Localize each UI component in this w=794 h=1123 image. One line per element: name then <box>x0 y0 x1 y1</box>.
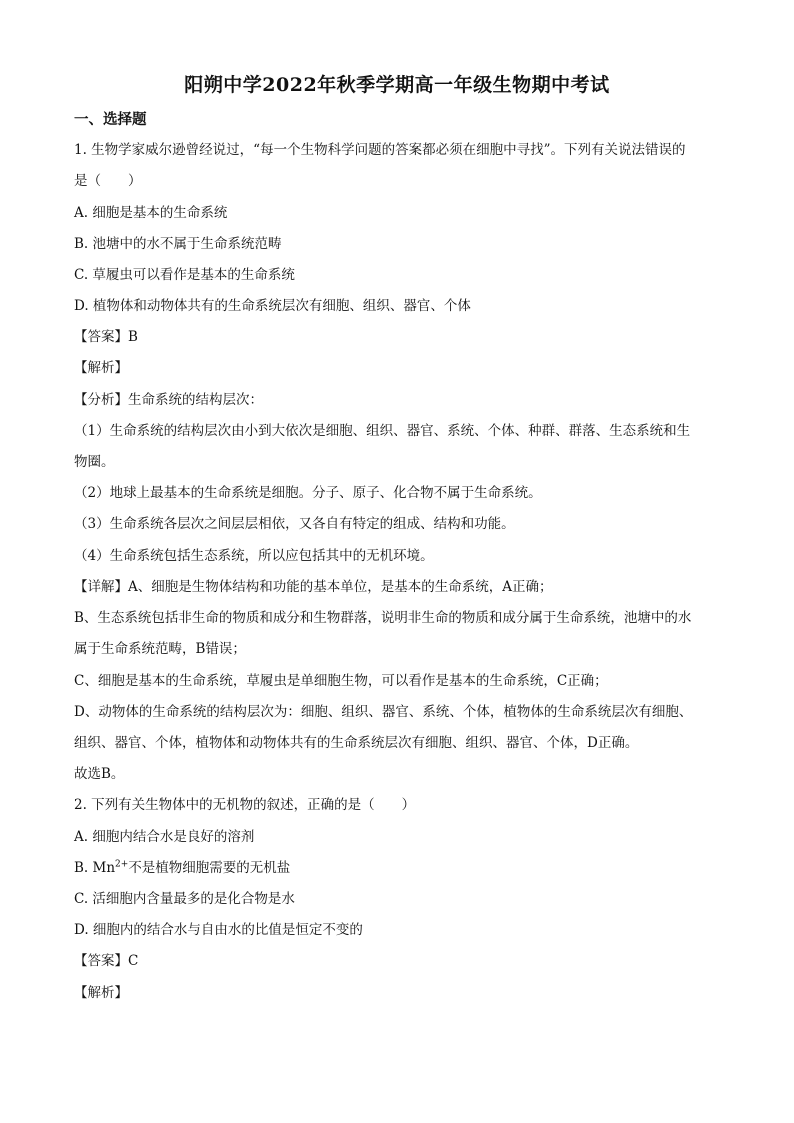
q1-option-b: B. 池塘中的水不属于生命系统范畴 <box>74 236 282 252</box>
q1-detail-b-line2: 属于生命系统范畴，B错误； <box>74 641 246 657</box>
q2-option-c: C. 活细胞内含量最多的是化合物是水 <box>74 891 295 907</box>
q1-conclusion: 故选B。 <box>74 766 125 782</box>
q1-answer: 【答案】B <box>74 329 138 345</box>
q2-option-b-prefix: B. Mn <box>74 860 116 876</box>
q1-detail-c: C、细胞是基本的生命系统，草履虫是单细胞生物，可以看作是基本的生命系统，C正确； <box>74 673 608 689</box>
q1-point1-line1: （1）生命系统的结构层次由小到大依次是细胞、组织、器官、系统、个体、种群、群落、生态系统和生 <box>74 423 691 439</box>
q1-point1-line2: 物圈。 <box>74 454 115 470</box>
q1-option-c: C. 草履虫可以看作是基本的生命系统 <box>74 267 295 283</box>
q1-point2: （2）地球上最基本的生命系统是细胞。分子、原子、化合物不属于生命系统。 <box>74 485 542 501</box>
q1-point3: （3）生命系统各层次之间层层相依，又各自有特定的组成、结构和功能。 <box>74 516 515 532</box>
q2-option-b-superscript: 2+ <box>115 859 129 870</box>
q1-detail-d-line2: 组织、器官、个体，植物体和动物体共有的生命系统层次有细胞、组织、器官、个体，D正确。 <box>74 735 639 751</box>
q1-analysis-intro: 【分析】生命系统的结构层次： <box>74 392 263 408</box>
q1-stem-line1: 1. 生物学家威尔逊曾经说过，“每一个生物科学问题的答案都必须在细胞中寻找”。下列有关说法错误的 <box>74 142 686 158</box>
q1-detail-d-line1: D、动物体的生命系统的结构层次为：细胞、组织、器官、系统、个体，植物体的生命系统层次有细胞、 <box>74 704 693 720</box>
q1-point4: （4）生命系统包括生态系统，所以应包括其中的无机环境。 <box>74 548 434 564</box>
q2-option-b-suffix: 不是植物细胞需要的无机盐 <box>128 860 291 876</box>
q1-detail-b-line1: B、生态系统包括非生命的物质和成分和生物群落，说明非生命的物质和成分属于生命系统，池塘中的水 <box>74 610 692 626</box>
q2-option-a: A. 细胞内结合水是良好的溶剂 <box>74 829 255 845</box>
section-heading: 一、选择题 <box>74 111 147 128</box>
q2-answer: 【答案】C <box>74 953 139 969</box>
q1-stem-line2: 是（ ） <box>74 173 142 189</box>
q2-analysis-label: 【解析】 <box>74 985 128 1001</box>
q1-option-d: D. 植物体和动物体共有的生命系统层次有细胞、组织、器官、个体 <box>74 298 471 314</box>
q2-stem: 2. 下列有关生物体中的无机物的叙述，正确的是（ ） <box>74 797 416 813</box>
page-title: 阳朔中学2022年秋季学期高一年级生物期中考试 <box>184 74 610 96</box>
q1-analysis-label: 【解析】 <box>74 360 128 376</box>
q2-option-d: D. 细胞内的结合水与自由水的比值是恒定不变的 <box>74 922 363 938</box>
q1-option-a: A. 细胞是基本的生命系统 <box>74 205 228 221</box>
q2-option-b <box>74 858 724 878</box>
q1-detail-a: 【详解】A、细胞是生物体结构和功能的基本单位，是基本的生命系统，A正确； <box>74 579 553 595</box>
